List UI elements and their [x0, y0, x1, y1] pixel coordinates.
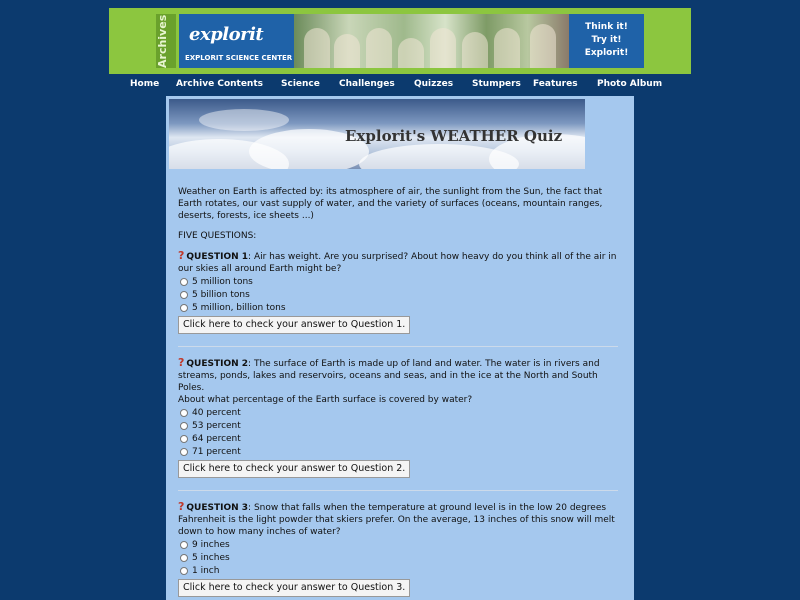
option-label: 64 percent: [192, 433, 241, 444]
nav-archive-contents[interactable]: Archive Contents: [176, 79, 264, 89]
q1-option-3[interactable]: [178, 301, 618, 314]
radio-button[interactable]: [180, 541, 188, 549]
check-answer-1-button[interactable]: Click here to check your answer to Question 1.: [178, 316, 410, 334]
option-label: 40 percent: [192, 407, 241, 418]
divider: [178, 346, 618, 347]
nav-home[interactable]: Home: [130, 79, 160, 89]
logo-subtext: EXPLORIT SCIENCE CENTER: [185, 54, 293, 62]
question-1: [178, 250, 618, 334]
nav-science[interactable]: Science: [281, 79, 320, 89]
check-answer-2-button[interactable]: Click here to check your answer to Question 2.: [178, 460, 410, 478]
quiz-content: [178, 186, 618, 597]
option-label: 5 inches: [192, 552, 230, 563]
question-3-label: QUESTION 3: [186, 503, 249, 513]
kids-photo: [294, 14, 569, 68]
question-mark-icon: ?: [178, 356, 185, 369]
archives-tab[interactable]: Archives: [156, 14, 176, 68]
option-label: 5 billion tons: [192, 289, 250, 300]
radio-button[interactable]: [180, 567, 188, 575]
option-label: 5 million tons: [192, 276, 253, 287]
option-label: 71 percent: [192, 446, 241, 457]
tagline: [569, 14, 644, 68]
question-2-prompt: About what percentage of the Earth surface is covered by water?: [178, 395, 473, 405]
site-header: [109, 8, 691, 96]
option-label: 9 inches: [192, 539, 230, 550]
q3-option-2[interactable]: [178, 551, 618, 564]
tagline-line-2: Try it!: [591, 35, 622, 45]
q2-option-4[interactable]: [178, 445, 618, 458]
option-label: 5 million, billion tons: [192, 302, 286, 313]
radio-button[interactable]: [180, 304, 188, 312]
tagline-line-1: Think it!: [585, 22, 628, 32]
radio-button[interactable]: [180, 435, 188, 443]
q2-option-2[interactable]: [178, 419, 618, 432]
nav-features[interactable]: Features: [533, 79, 578, 89]
logo-text: explorit: [189, 24, 264, 45]
option-label: 1 inch: [192, 565, 220, 576]
main-nav: [109, 74, 691, 96]
nav-photo-album[interactable]: Photo Album: [597, 79, 663, 89]
q2-option-3[interactable]: [178, 432, 618, 445]
q1-option-2[interactable]: [178, 288, 618, 301]
radio-button[interactable]: [180, 278, 188, 286]
nav-challenges[interactable]: Challenges: [339, 79, 395, 89]
radio-button[interactable]: [180, 422, 188, 430]
question-mark-icon: ?: [178, 249, 185, 262]
banner: [109, 8, 691, 74]
question-2-label: QUESTION 2: [186, 359, 249, 369]
divider: [178, 490, 618, 491]
option-label: 53 percent: [192, 420, 241, 431]
q3-option-3[interactable]: [178, 564, 618, 577]
question-mark-icon: ?: [178, 500, 185, 513]
check-answer-3-button[interactable]: Click here to check your answer to Question 3.: [178, 579, 410, 597]
intro-text: Weather on Earth is affected by: its atmosphere of air, the sunlight from the Sun, the fact that Earth rotates, our vast supply of water, and the variety of surfaces (oceans, mountain ranges, deserts, forests, ice sheets ...): [178, 187, 603, 221]
explorit-logo[interactable]: [179, 14, 294, 68]
radio-button[interactable]: [180, 409, 188, 417]
question-3-text: : Snow that falls when the temperature at ground level is in the low 20 degrees Fahrenheit is the light powder that skiers prefer. On the average, 13 inches of this snow will melt down to how many inches of water?: [178, 503, 615, 537]
q3-option-1[interactable]: [178, 538, 618, 551]
q1-option-1[interactable]: [178, 275, 618, 288]
nav-quizzes[interactable]: Quizzes: [414, 79, 454, 89]
radio-button[interactable]: [180, 291, 188, 299]
question-3: [178, 501, 618, 597]
question-1-text: : Air has weight. Are you surprised? About how heavy do you think all of the air in our skies all around Earth might be?: [178, 252, 617, 274]
quiz-title: Explorit's WEATHER Quiz: [345, 127, 563, 145]
question-2: [178, 357, 618, 478]
q2-option-1[interactable]: [178, 406, 618, 419]
question-1-label: QUESTION 1: [186, 252, 249, 262]
question-2-text: : The surface of Earth is made up of land and water. The water is in rivers and streams, ponds, lakes and reservoirs, oceans and seas, and in the ice at the North and South Poles.: [178, 359, 600, 393]
five-questions-label: FIVE QUESTIONS:: [178, 231, 257, 241]
radio-button[interactable]: [180, 554, 188, 562]
radio-button[interactable]: [180, 448, 188, 456]
quiz-page: [166, 96, 634, 600]
nav-stumpers[interactable]: Stumpers: [472, 79, 521, 89]
quiz-header-image: [169, 99, 585, 169]
tagline-line-3: Explorit!: [584, 48, 629, 58]
